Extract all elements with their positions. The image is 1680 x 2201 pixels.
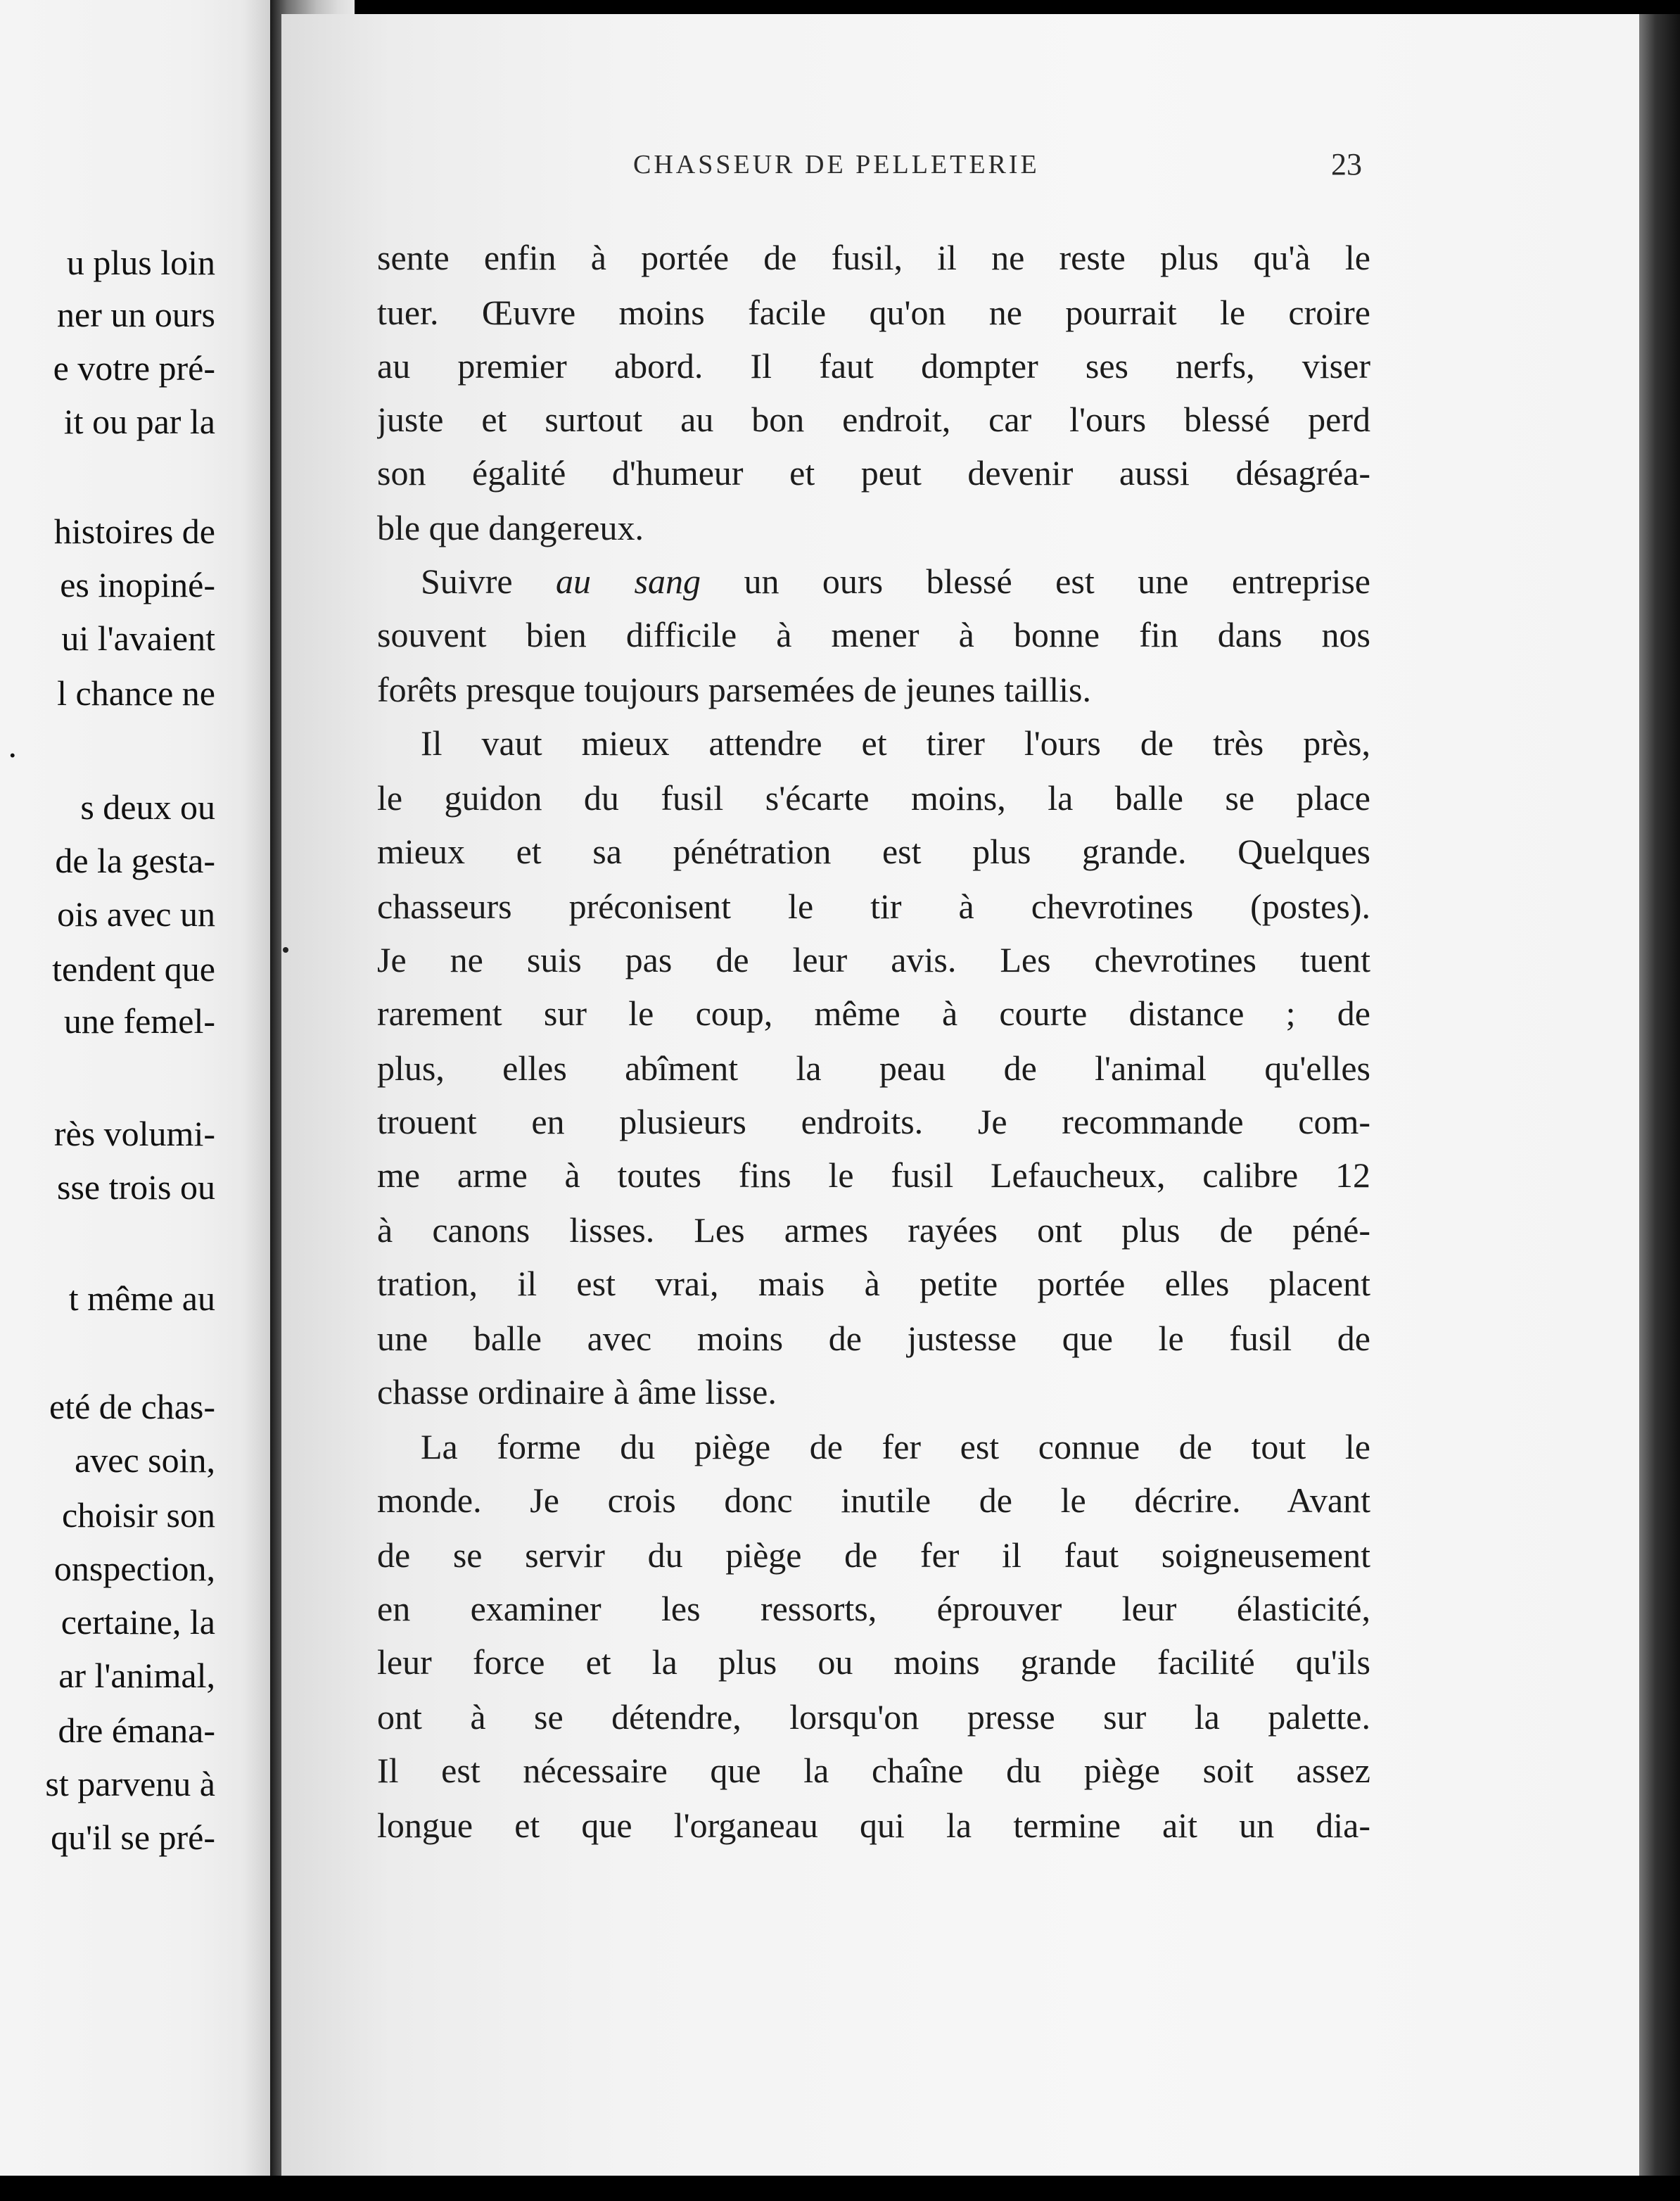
body-line: monde. Je crois donc inutile de le décrire. Avant	[377, 1480, 1370, 1520]
body-line: Je ne suis pas de leur avis. Les chevrotines tuent	[377, 940, 1370, 979]
body-line: La forme du piège de fer est connue de tout le	[421, 1427, 1370, 1466]
body-line: Il est nécessaire que la chaîne du piège soit assez	[377, 1751, 1370, 1790]
body-line: son égalité d'humeur et peut devenir aussi désagréa-	[377, 453, 1370, 493]
body-line: à canons lisses. Les armes rayées ont plus de péné-	[377, 1210, 1370, 1250]
left-line: .	[8, 725, 17, 765]
body-line: ble que dangereux.	[377, 508, 644, 547]
running-title: CHASSEUR DE PELLETERIE	[633, 150, 1040, 179]
left-line: t même au	[68, 1279, 215, 1318]
text-run: Suivre	[421, 562, 556, 601]
body-line: mieux et sa pénétration est plus grande. Quelques	[377, 832, 1370, 871]
body-line	[421, 560, 1370, 602]
left-line: de la gesta-	[55, 841, 215, 880]
left-line: eté de chas-	[49, 1387, 215, 1426]
left-line: une femel-	[63, 1001, 215, 1041]
ink-speck	[283, 947, 288, 953]
left-page-fragment	[0, 0, 270, 2176]
text-run: un ours blessé est une entreprise	[700, 562, 1370, 601]
body-line: ont à se détendre, lorsqu'on presse sur la palette.	[377, 1697, 1370, 1737]
left-line: tendent que	[52, 949, 215, 989]
body-line: tration, il est vrai, mais à petite portée elles placent	[377, 1264, 1370, 1303]
left-line: avec soin,	[75, 1440, 215, 1480]
body-line: sente enfin à portée de fusil, il ne reste plus qu'à le	[377, 238, 1370, 277]
body-line: juste et surtout au bon endroit, car l'ours blessé perd	[377, 400, 1370, 439]
left-line: histoires de	[53, 512, 215, 551]
body-line: longue et que l'organeau qui la termine ait un dia-	[377, 1806, 1370, 1845]
left-line: rès volumi-	[53, 1114, 215, 1153]
left-line: dre émana-	[58, 1711, 215, 1750]
body-line: chasse ordinaire à âme lisse.	[377, 1372, 777, 1412]
body-line: me arme à toutes fins le fusil Lefaucheux, calibre 12	[377, 1155, 1370, 1195]
page-edge	[1639, 14, 1680, 2176]
body-line: tuer. Œuvre moins facile qu'on ne pourrait le croire	[377, 293, 1370, 332]
left-line: l chance ne	[57, 673, 215, 713]
body-line: souvent bien difficile à mener à bonne fin dans nos	[377, 615, 1370, 654]
left-line: s deux ou	[80, 787, 215, 827]
left-line: choisir son	[61, 1495, 215, 1535]
body-line: chasseurs préconisent le tir à chevrotines (postes).	[377, 887, 1370, 926]
left-line: qu'il se pré-	[51, 1818, 215, 1857]
left-line: it ou par la	[63, 402, 215, 441]
left-line: ui l'avaient	[61, 619, 215, 658]
body-line: rarement sur le coup, même à courte distance ; de	[377, 994, 1370, 1033]
left-line: es inopiné-	[60, 565, 215, 604]
left-line: u plus loin	[66, 243, 215, 282]
left-line: certaine, la	[61, 1602, 215, 1642]
body-line: Il vaut mieux attendre et tirer l'ours de très près,	[421, 723, 1370, 763]
left-line: ner un ours	[57, 295, 215, 334]
body-line: une balle avec moins de justesse que le fusil de	[377, 1319, 1370, 1358]
italic-phrase: au sang	[556, 562, 701, 601]
body-line: en examiner les ressorts, éprouver leur élasticité,	[377, 1589, 1370, 1628]
body-line: de se servir du piège de fer il faut soigneusement	[377, 1535, 1370, 1575]
page-number: 23	[1331, 147, 1362, 182]
body-line: trouent en plusieurs endroits. Je recommande com-	[377, 1102, 1370, 1141]
left-line: ois avec un	[57, 894, 215, 934]
left-line: ar l'animal,	[58, 1656, 215, 1695]
left-line: sse trois ou	[57, 1167, 215, 1207]
left-line: onspection,	[53, 1549, 215, 1588]
left-line: e votre pré-	[53, 348, 215, 388]
body-line: plus, elles abîment la peau de l'animal qu'elles	[377, 1048, 1370, 1088]
left-line: st parvenu à	[45, 1764, 215, 1803]
body-line: au premier abord. Il faut dompter ses nerfs, viser	[377, 346, 1370, 386]
body-line: forêts presque toujours parsemées de jeunes taillis.	[377, 670, 1091, 709]
body-line: le guidon du fusil s'écarte moins, la balle se place	[377, 778, 1370, 818]
right-page	[281, 14, 1646, 2176]
body-line: leur force et la plus ou moins grande facilité qu'ils	[377, 1642, 1370, 1682]
